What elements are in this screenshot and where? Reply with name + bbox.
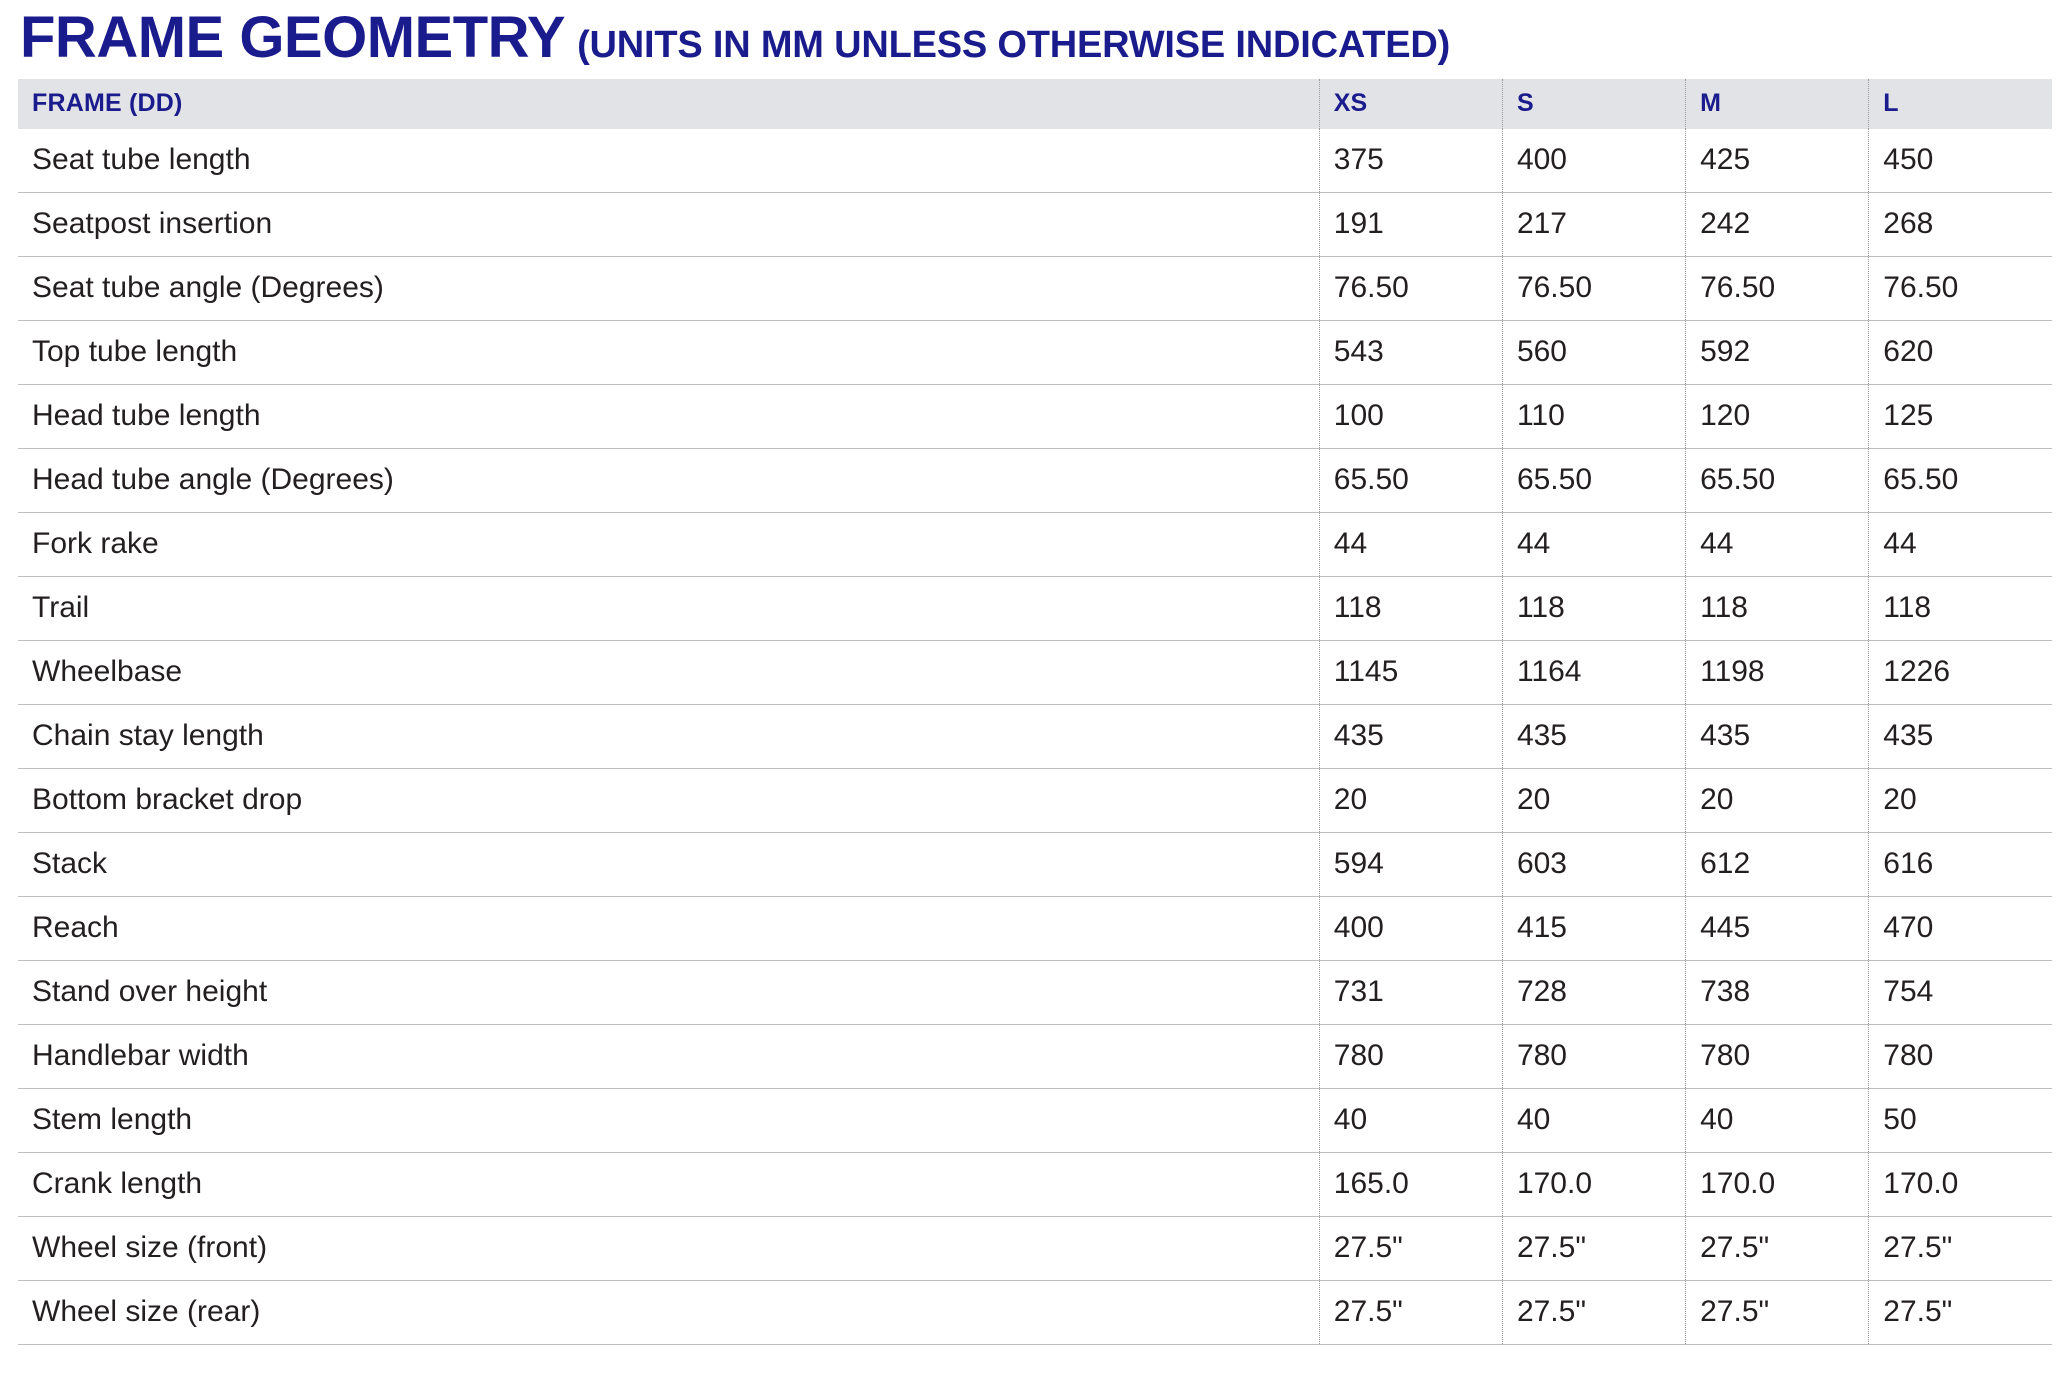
row-value: 27.5" (1869, 1217, 2052, 1281)
row-value: 754 (1869, 961, 2052, 1025)
row-value: 118 (1686, 577, 1869, 641)
row-value: 435 (1869, 705, 2052, 769)
row-label: Seat tube angle (Degrees) (18, 257, 1319, 321)
table-row (18, 705, 2052, 769)
row-value: 375 (1319, 129, 1502, 193)
column-header-xs: XS (1319, 79, 1502, 129)
row-value: 76.50 (1869, 257, 2052, 321)
row-value: 242 (1686, 193, 1869, 257)
row-value: 44 (1686, 513, 1869, 577)
row-value: 165.0 (1319, 1153, 1502, 1217)
column-header-s: S (1502, 79, 1685, 129)
row-value: 20 (1686, 769, 1869, 833)
row-value: 118 (1869, 577, 2052, 641)
column-header-frame: FRAME (DD) (18, 79, 1319, 129)
table-row (18, 1281, 2052, 1345)
row-value: 780 (1502, 1025, 1685, 1089)
table-body (18, 129, 2052, 1345)
row-value: 27.5" (1502, 1281, 1685, 1345)
row-value: 592 (1686, 321, 1869, 385)
column-header-m: M (1686, 79, 1869, 129)
row-value: 20 (1502, 769, 1685, 833)
table-row (18, 961, 2052, 1025)
row-value: 191 (1319, 193, 1502, 257)
row-value: 110 (1502, 385, 1685, 449)
row-value: 616 (1869, 833, 2052, 897)
row-value: 400 (1502, 129, 1685, 193)
row-value: 594 (1319, 833, 1502, 897)
table-row (18, 513, 2052, 577)
table-row (18, 769, 2052, 833)
row-value: 612 (1686, 833, 1869, 897)
row-value: 170.0 (1869, 1153, 2052, 1217)
row-value: 435 (1319, 705, 1502, 769)
frame-geometry-table (18, 79, 2052, 1346)
row-value: 400 (1319, 897, 1502, 961)
row-value: 118 (1319, 577, 1502, 641)
row-value: 44 (1319, 513, 1502, 577)
row-value: 76.50 (1502, 257, 1685, 321)
row-value: 120 (1686, 385, 1869, 449)
row-value: 65.50 (1502, 449, 1685, 513)
row-label: Wheel size (rear) (18, 1281, 1319, 1345)
row-value: 780 (1319, 1025, 1502, 1089)
row-value: 125 (1869, 385, 2052, 449)
row-value: 780 (1686, 1025, 1869, 1089)
row-value: 27.5" (1319, 1217, 1502, 1281)
row-label: Stack (18, 833, 1319, 897)
row-value: 27.5" (1869, 1281, 2052, 1345)
row-label: Top tube length (18, 321, 1319, 385)
table-row (18, 1153, 2052, 1217)
table-row (18, 833, 2052, 897)
row-value: 450 (1869, 129, 2052, 193)
row-value: 44 (1502, 513, 1685, 577)
row-value: 780 (1869, 1025, 2052, 1089)
table-row (18, 129, 2052, 193)
table-row (18, 1217, 2052, 1281)
page-title-subtitle: (UNITS IN MM UNLESS OTHERWISE INDICATED) (577, 24, 1451, 66)
row-value: 65.50 (1319, 449, 1502, 513)
row-value: 40 (1686, 1089, 1869, 1153)
row-value: 27.5" (1502, 1217, 1685, 1281)
table-row (18, 897, 2052, 961)
table-row (18, 1025, 2052, 1089)
row-value: 170.0 (1686, 1153, 1869, 1217)
row-value: 100 (1319, 385, 1502, 449)
row-value: 268 (1869, 193, 2052, 257)
row-label: Reach (18, 897, 1319, 961)
row-value: 1198 (1686, 641, 1869, 705)
row-label: Bottom bracket drop (18, 769, 1319, 833)
row-label: Stand over height (18, 961, 1319, 1025)
row-value: 728 (1502, 961, 1685, 1025)
row-value: 27.5" (1319, 1281, 1502, 1345)
table-row (18, 577, 2052, 641)
row-value: 435 (1686, 705, 1869, 769)
table-header (18, 79, 2052, 129)
row-value: 543 (1319, 321, 1502, 385)
row-value: 76.50 (1686, 257, 1869, 321)
row-value: 20 (1869, 769, 2052, 833)
row-label: Wheel size (front) (18, 1217, 1319, 1281)
row-label: Crank length (18, 1153, 1319, 1217)
page-title-main: FRAME GEOMETRY (20, 5, 566, 70)
row-value: 738 (1686, 961, 1869, 1025)
table-row (18, 257, 2052, 321)
row-label: Head tube length (18, 385, 1319, 449)
row-value: 1145 (1319, 641, 1502, 705)
row-value: 445 (1686, 897, 1869, 961)
table-row (18, 449, 2052, 513)
row-value: 27.5" (1686, 1217, 1869, 1281)
row-value: 20 (1319, 769, 1502, 833)
row-value: 65.50 (1869, 449, 2052, 513)
row-value: 435 (1502, 705, 1685, 769)
row-value: 1226 (1869, 641, 2052, 705)
table-row (18, 321, 2052, 385)
row-label: Handlebar width (18, 1025, 1319, 1089)
row-label: Stem length (18, 1089, 1319, 1153)
row-value: 40 (1319, 1089, 1502, 1153)
table-row (18, 641, 2052, 705)
page-title (18, 5, 2052, 70)
table-row (18, 385, 2052, 449)
row-value: 76.50 (1319, 257, 1502, 321)
row-label: Trail (18, 577, 1319, 641)
row-value: 425 (1686, 129, 1869, 193)
row-label: Chain stay length (18, 705, 1319, 769)
row-label: Wheelbase (18, 641, 1319, 705)
row-value: 27.5" (1686, 1281, 1869, 1345)
row-value: 620 (1869, 321, 2052, 385)
row-value: 44 (1869, 513, 2052, 577)
row-value: 470 (1869, 897, 2052, 961)
row-label: Head tube angle (Degrees) (18, 449, 1319, 513)
row-value: 118 (1502, 577, 1685, 641)
row-value: 603 (1502, 833, 1685, 897)
row-value: 170.0 (1502, 1153, 1685, 1217)
row-value: 560 (1502, 321, 1685, 385)
row-value: 65.50 (1686, 449, 1869, 513)
row-value: 415 (1502, 897, 1685, 961)
row-label: Fork rake (18, 513, 1319, 577)
row-value: 217 (1502, 193, 1685, 257)
row-value: 50 (1869, 1089, 2052, 1153)
row-label: Seatpost insertion (18, 193, 1319, 257)
column-header-l: L (1869, 79, 2052, 129)
table-row (18, 193, 2052, 257)
row-value: 731 (1319, 961, 1502, 1025)
row-value: 1164 (1502, 641, 1685, 705)
table-header-row (18, 79, 2052, 129)
row-label: Seat tube length (18, 129, 1319, 193)
table-row (18, 1089, 2052, 1153)
row-value: 40 (1502, 1089, 1685, 1153)
